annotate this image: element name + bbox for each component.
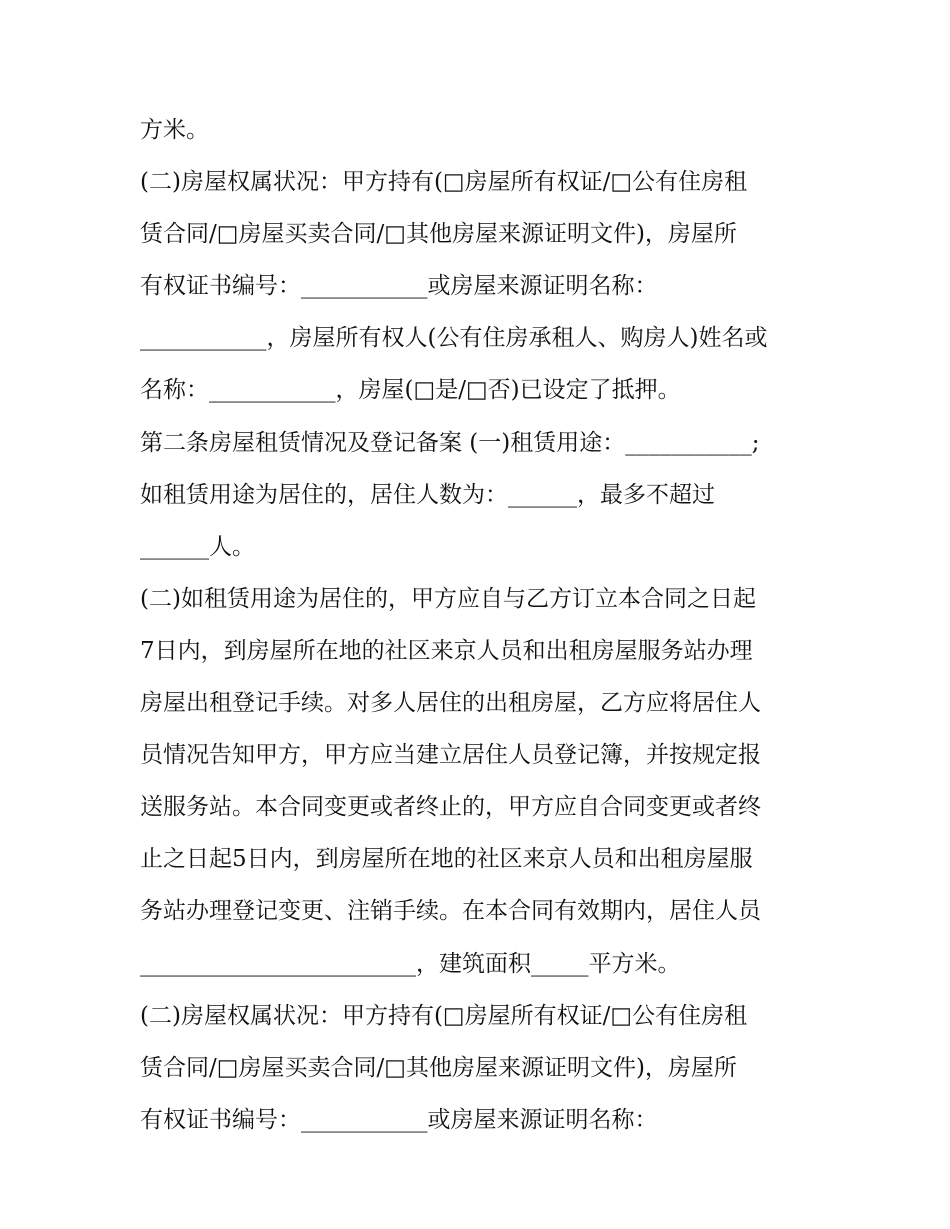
text-line-5: ___________，房屋所有权人(公有住房承租人、购房人)姓名或 xyxy=(140,325,768,352)
text-line-8: 如租赁用途为居住的，居住人数为：______，最多不超过 xyxy=(140,481,715,508)
text-line-12: 房屋出租登记手续。对多人居住的出租房屋，乙方应将居住人 xyxy=(140,690,761,717)
text-line-16: 务站办理登记变更、注销手续。在本合同有效期内，居住人员 xyxy=(140,898,761,925)
text-line-17: ________________________，建筑面积_____平方米。 xyxy=(140,950,681,977)
text-line-3: 赁合同/□房屋买卖合同/□其他房屋来源证明文件)，房屋所 xyxy=(140,221,737,248)
text-line-19: 赁合同/□房屋买卖合同/□其他房屋来源证明文件)，房屋所 xyxy=(140,1054,737,1081)
text-line-15: 止之日起5日内，到房屋所在地的社区来京人员和出租房屋服 xyxy=(140,846,753,873)
text-line-9: ______人。 xyxy=(140,533,255,560)
text-line-2: (二)房屋权属状况：甲方持有(□房屋所有权证/□公有住房租 xyxy=(140,169,748,196)
text-line-1: 方米。 xyxy=(140,117,209,143)
text-line-11: 7日内，到房屋所在地的社区来京人员和出租房屋服务站办理 xyxy=(140,637,753,664)
text-line-7: 第二条房屋租赁情况及登记备案 (一)租赁用途：___________; xyxy=(140,429,760,456)
text-line-6: 名称：___________，房屋(□是/□否)已设定了抵押。 xyxy=(140,377,681,404)
text-line-13: 员情况告知甲方，甲方应当建立居住人员登记簿，并按规定报 xyxy=(140,742,761,769)
contract-text xyxy=(140,104,820,1146)
text-line-4: 有权证书编号：___________或房屋来源证明名称： xyxy=(140,273,658,300)
text-line-20: 有权证书编号：___________或房屋来源证明名称： xyxy=(140,1106,658,1133)
text-line-18: (二)房屋权属状况：甲方持有(□房屋所有权证/□公有住房租 xyxy=(140,1002,748,1029)
text-line-10: (二)如租赁用途为居住的，甲方应自与乙方订立本合同之日起 xyxy=(140,585,756,612)
text-line-14: 送服务站。本合同变更或者终止的，甲方应自合同变更或者终 xyxy=(140,794,761,821)
